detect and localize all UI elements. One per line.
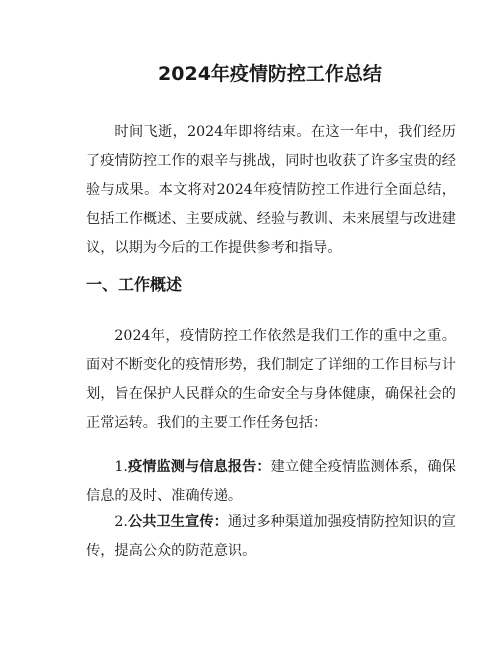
- list-item-text: 通过多种渠道加强疫情防控知识的宣传，提高公众的防范意识。: [86, 514, 456, 559]
- list-item-number: 2.: [114, 514, 128, 530]
- list-item-term: 公共卫生宣传：: [127, 514, 228, 530]
- list-item: [86, 453, 456, 511]
- section-paragraph: 2024年，疫情防控工作依然是我们工作的重中之重。面对不断变化的疫情形势，我们制定了详细的工作目标与计划，旨在保护人民群众的生命安全与身体健康，确保社会的正常运转。我们的主要工作任务包括：: [86, 328, 456, 431]
- list-item-text: 建立健全疫情监测体系，确保信息的及时、准确传递。: [86, 459, 456, 504]
- intro-paragraph: 时间飞逝，2024年即将结束。在这一年中，我们经历了疫情防控工作的艰辛与挑战，同时也收获了许多宝贵的经验与成果。本文将对2024年疫情防控工作进行全面总结，包括工作概述、主要成就、经验与教训、未来展望与改进建议，以期为今后的工作提供参考和指导。: [86, 124, 456, 256]
- document-title: 2024年疫情防控工作总结: [158, 63, 382, 85]
- list-item-term: 疫情监测与信息报告：: [127, 459, 271, 475]
- section-heading: 一、工作概述: [86, 275, 183, 294]
- list-item: [86, 508, 456, 566]
- list-item-number: 1.: [114, 459, 128, 475]
